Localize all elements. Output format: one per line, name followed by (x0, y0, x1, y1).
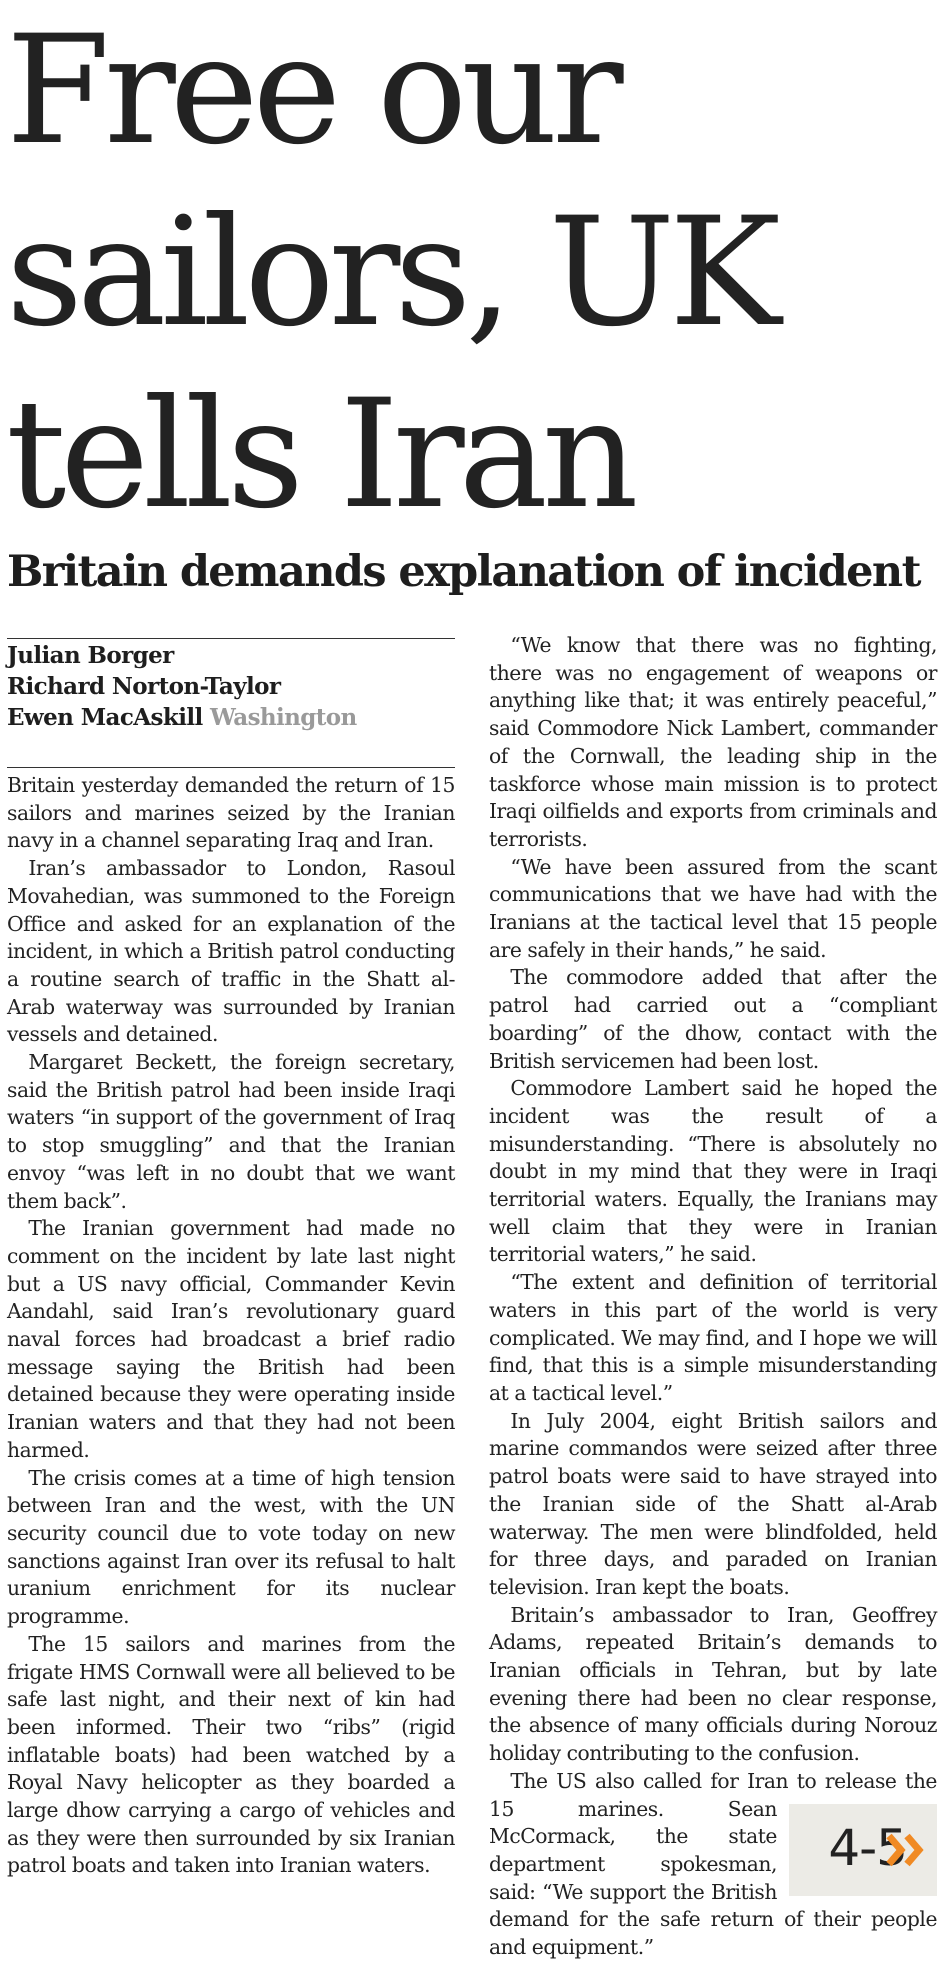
byline-top-rule (7, 638, 455, 639)
headline (6, 0, 941, 546)
article-paragraph: “We have been assured from the scant communications that we have had with the Iranians at the tactical level that 15 people are safely in their hands,” he said. (489, 854, 937, 962)
byline-author-with-location (7, 702, 467, 733)
page-reference-box[interactable] (789, 1804, 937, 1896)
article-column-left (7, 772, 455, 1952)
article-paragraph: In July 2004, eight British sailors and marine commandos were seized after three patrol boats were said to have strayed into the Iranian side of the Shatt al-Arab waterway. The men were blindfolded, held for three days, and paraded on Iranian television. Iran kept the boats. (489, 1408, 937, 1599)
article-paragraph: Britain yesterday demanded the return of 15 sailors and marines seized by the Iranian navy in a channel separating Iraq and Iran. (7, 773, 455, 853)
final-paragraph-start: The US also called for Iran to release the 15 marines. (489, 1768, 937, 1821)
subheadline: Britain demands explanation of incident (7, 547, 920, 597)
byline-author: Julian Borger (7, 642, 174, 669)
final-paragraph-end: Sean McCormack, the state department spokesman, said: “We support the British demand for the safe return of their people and equipment.” (489, 1796, 937, 1960)
double-chevron-right-icon (885, 1830, 927, 1870)
article-paragraph: The commodore added that after the patrol had carried out a “compliant boarding” of the dhow, contact with the British servicemen had been lost. (489, 965, 937, 1073)
article-paragraph: Britain’s ambassador to Iran, Geoffrey Adams, repeated Britain’s demands to Iranian officials in Tehran, but by late evening there had been no clear response, the absence of many officials during Norouz holiday contributing to the confusion. (489, 1602, 937, 1766)
headline-line-2: sailors, UK (6, 186, 776, 360)
article-paragraph: Commodore Lambert said he hoped the incident was the result of a misunderstanding. “There is absolutely no doubt in my mind that they were in Iraqi territorial waters. Equally, the Iranians may well claim that they were in Iranian territorial waters,” he said. (489, 1076, 937, 1267)
article-paragraph: Margaret Beckett, the foreign secretary, said the British patrol had been inside Iraqi waters “in support of the government of Iraq to stop smuggling” and that the Iranian envoy “was left in no doubt that we want them back”. (7, 1050, 455, 1213)
byline-bottom-rule (7, 767, 455, 768)
article-column-right (489, 632, 937, 1960)
headline-line-1: Free our (6, 4, 618, 178)
byline (7, 640, 467, 733)
byline-author: Richard Norton-Taylor (7, 673, 281, 700)
headline-line-3: tells Iran (6, 368, 633, 542)
article-paragraph: Iran’s ambassador to London, Rasoul Movahedian, was summoned to the Foreign Office and asked for an explanation of the incident, in which a British patrol conducting a routine search of traffic in the Shatt al-Arab waterway was surrounded by Iranian vessels and detained. (7, 856, 455, 1047)
article-paragraph: The crisis comes at a time of high tension between Iran and the west, with the UN security council due to vote today on new sanctions against Iran over its refusal to halt uranium enrichment for its nuclear programme. (7, 1465, 455, 1629)
page-reference-number: 4-5 (828, 1818, 907, 1877)
article-paragraph: The Iranian government had made no comment on the incident by late last night but a US navy official, Commander Kevin Aandahl, said Iran’s revolutionary guard naval forces had broadcast a brief radio message saying the British had been detained because they were operating inside Iranian waters and that they had not been harmed. (7, 1216, 455, 1462)
byline-author: Ewen MacAskill (7, 704, 203, 731)
article-paragraph-final (489, 1768, 937, 1962)
article-paragraph: The 15 sailors and marines from the frigate HMS Cornwall were all believed to be safe last night, and their next of kin had been informed. Their two “ribs” (rigid inflatable boats) had been watched by a Royal Navy helicopter as they boarded a large dhow carrying a cargo of vehicles and as they were then surrounded by six Iranian patrol boats and taken into Iranian waters. (7, 1631, 455, 1878)
byline-location: Washington (210, 704, 357, 731)
article-paragraph: “We know that there was no fighting, there was no engagement of weapons or anything like that; it was entirely peaceful,” said Commodore Nick Lambert, commander of the Cornwall, the leading ship in the taskforce whose main mission is to protect Iraqi oilfields and exports from criminals and terrorists. (489, 633, 937, 851)
article-paragraph: “The extent and definition of territorial waters in this part of the world is very complicated. We may find, and I hope we will find, that this is a simple misunderstanding at a tactical level.” (489, 1270, 937, 1405)
